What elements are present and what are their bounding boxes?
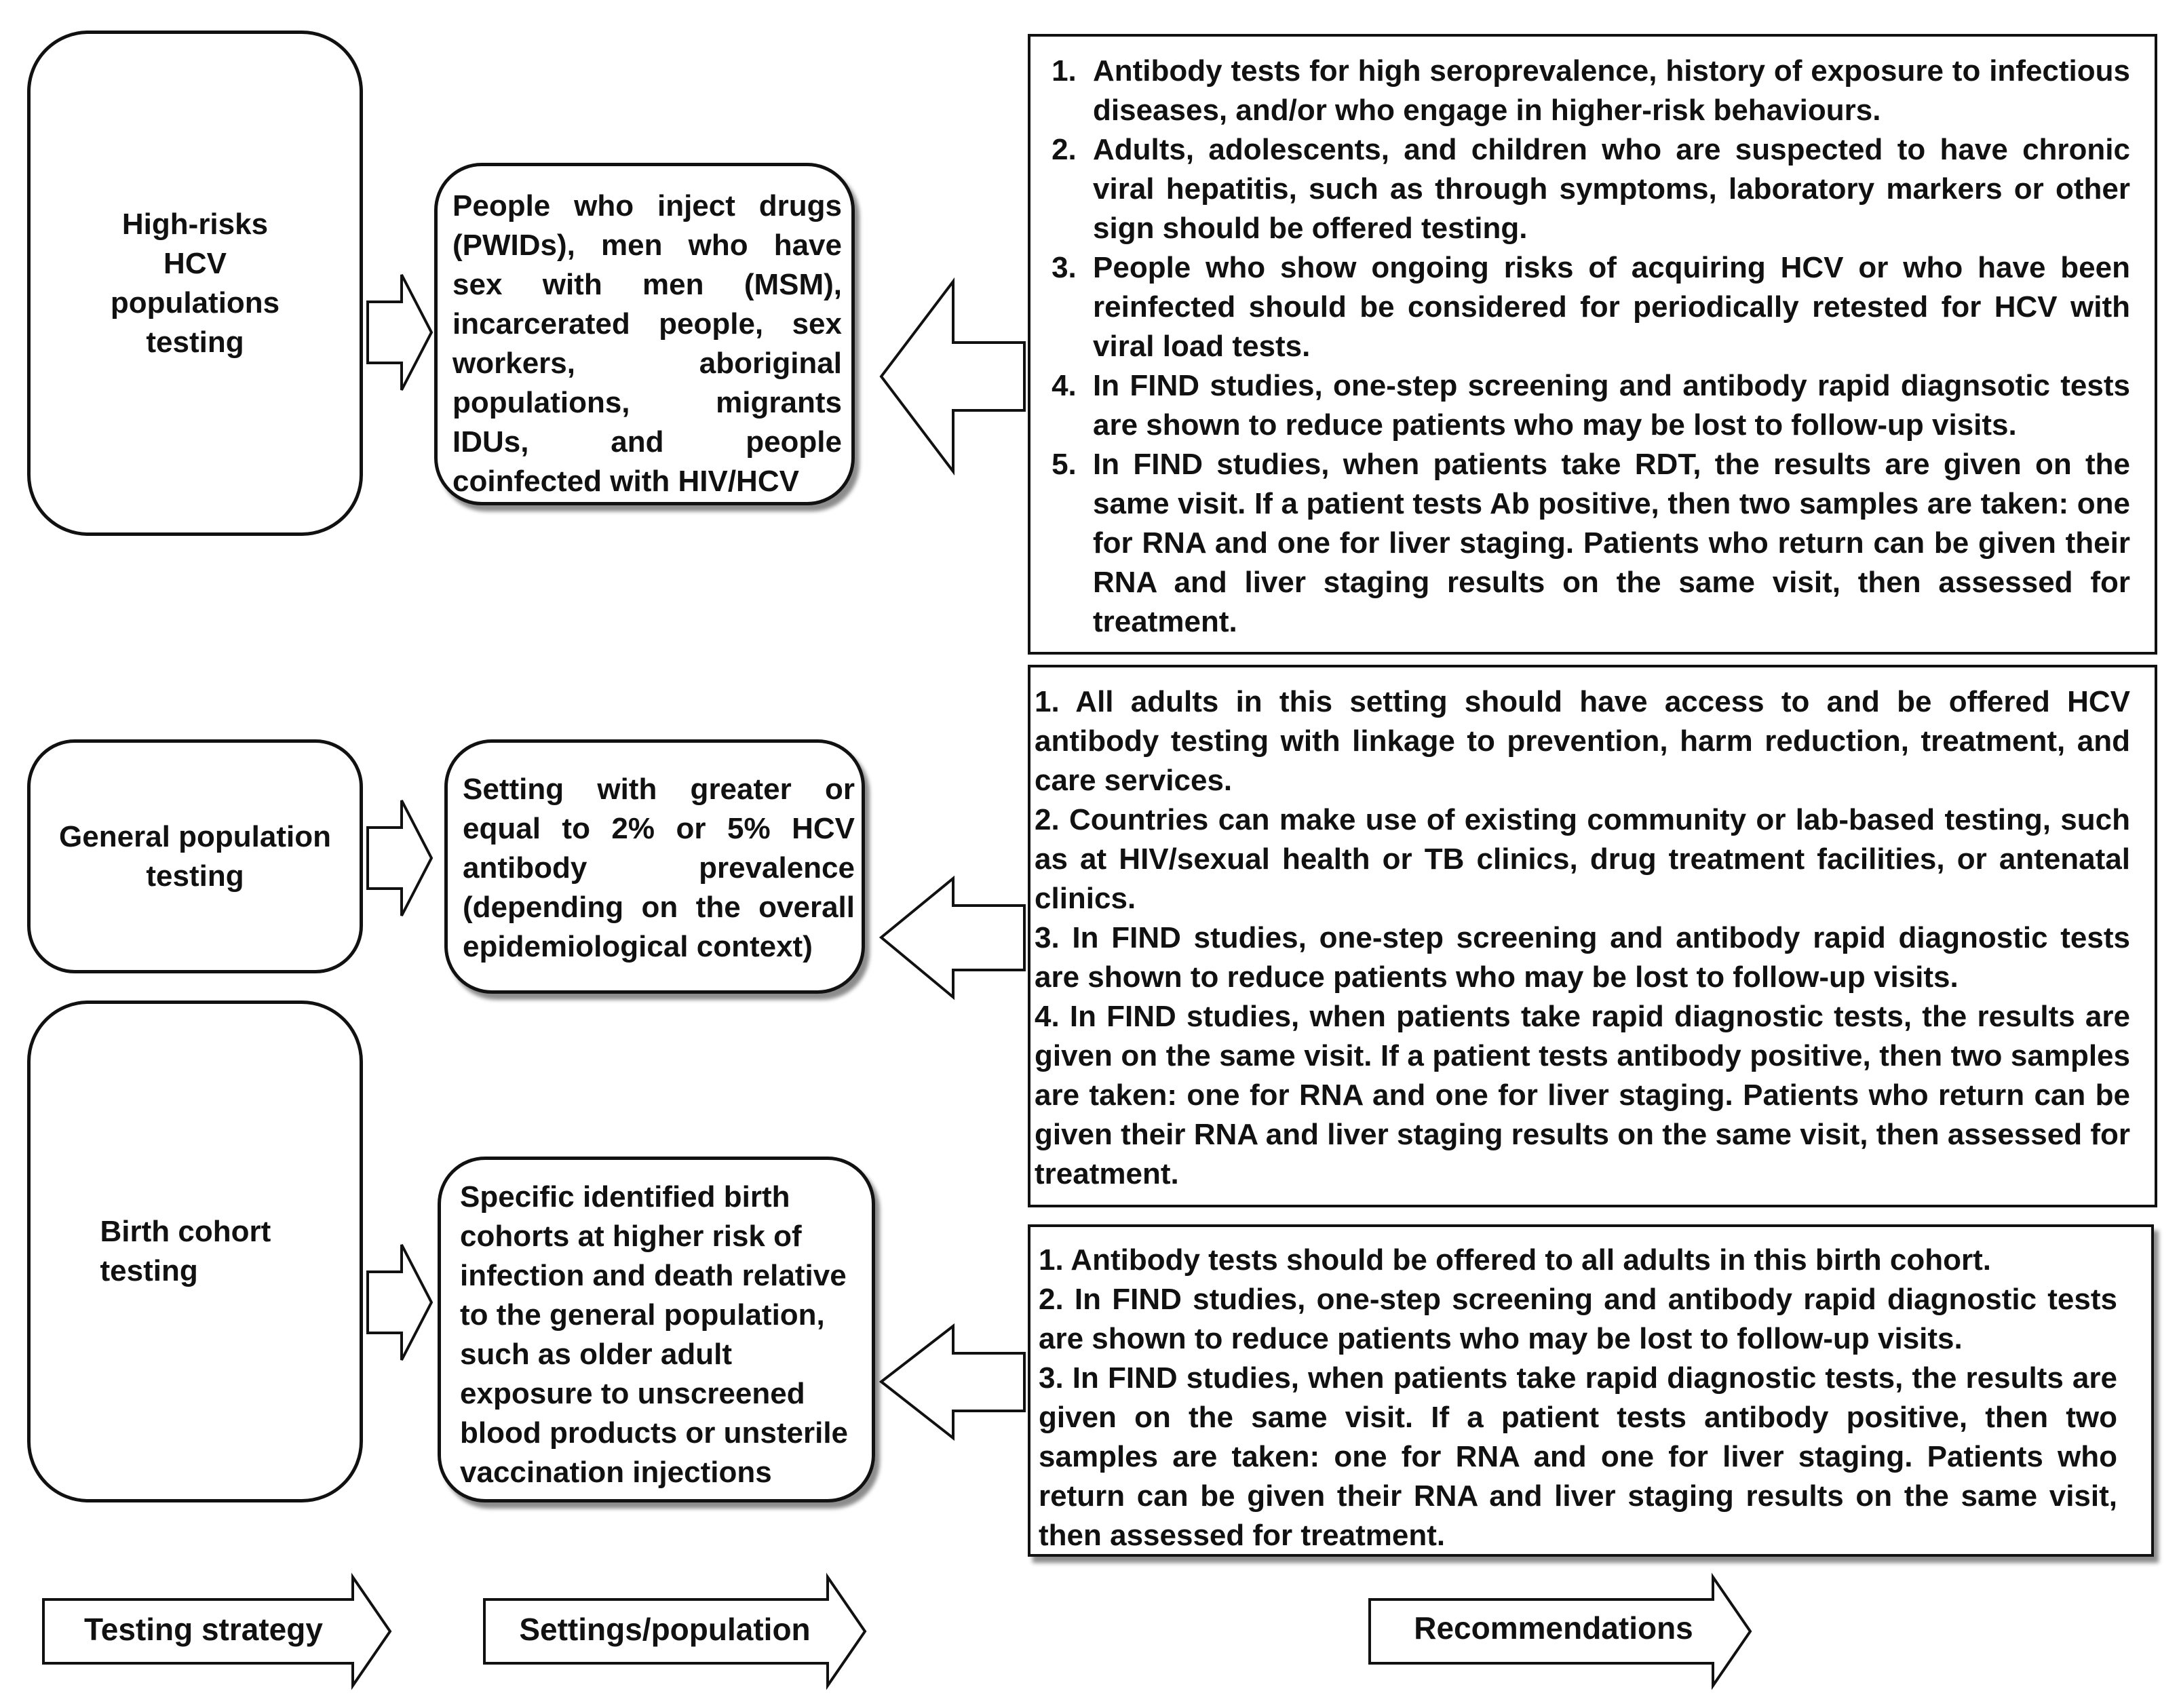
arrow-left-large-1 <box>879 278 1028 475</box>
population-general-box <box>444 739 865 994</box>
recommendation-item: 2. Countries can make use of existing community or lab-based testing, such as at HIV/sexual health or TB clinics, drug treatment facilities, or antenatal clinics. <box>1035 803 2130 915</box>
arrow-left-large-3 <box>879 1323 1028 1441</box>
recommendation-item: 5. In FIND studies, when patients take RDT, the results are given on the same visit. If a patient tests Ab positive, then two samples are taken: one for RNA and one for liver staging. Patients who return can be given their RNA and liver staging results on the same visit, then assessed for treatment. <box>1085 445 2130 642</box>
recommendation-item: 1. Antibody tests for high seroprevalence, history of exposure to infectious diseases, and/or who engage in higher-risk behaviours. <box>1085 52 2130 130</box>
arrow-right-small-3 <box>366 1241 434 1363</box>
recommendations-birth-cohort-box <box>1028 1224 2154 1557</box>
recommendation-item: 4. In FIND studies, when patients take rapid diagnostic tests, the results are given on the same visit. If a patient tests antibody positive, then two samples are taken: one for RNA and one for liver staging. Patients who return can be given their RNA and liver staging results on the same visit, then assessed for treatment. <box>1035 1000 2130 1190</box>
recommendation-item: 2. In FIND studies, one-step screening and antibody rapid diagnostic tests are shown to reduce patients who may be lost to follow-up visits. <box>1039 1283 2117 1355</box>
footer-recommendations-label: Recommendations <box>1414 1610 1693 1646</box>
recommendation-item: 2. Adults, adolescents, and children who are suspected to have chronic viral hepatitis, such as through symptoms, laboratory markers or other sign should be offered testing. <box>1085 130 2130 248</box>
population-birth-cohort-text: Specific identified birth cohorts at higher risk of infection and death relative to the general population, such as older adult exposure to unscreened blood products or unsterile vaccination injections <box>460 1180 849 1489</box>
population-general-text: Setting with greater or equal to 2% or 5% HCV antibody prevalence (depending on the overall epidemiological context) <box>463 773 855 963</box>
recommendation-item: 3. In FIND studies, one-step screening and antibody rapid diagnostic tests are shown to reduce patients who may be lost to follow-up visits. <box>1035 921 2130 994</box>
population-birth-cohort-box <box>438 1157 875 1502</box>
footer-strategy-label: Testing strategy <box>84 1612 323 1647</box>
strategy-birth-cohort-label: Birth cohort testing <box>100 1215 271 1287</box>
recommendations-high-risk-box <box>1028 34 2157 655</box>
population-high-risk-text: People who inject drugs (PWIDs), men who have sex with men (MSM), incarcerated people, sex workers, aboriginal populations, migrants IDUs, and people coinfected with HIV/HCV <box>452 189 842 498</box>
strategy-high-risk-box <box>27 31 363 536</box>
recommendations-general-box <box>1028 665 2157 1207</box>
recommendation-item: 3. In FIND studies, when patients take rapid diagnostic tests, the results are given on the same visit. If a patient tests antibody positive, then two samples are taken: one for RNA and one for liver staging. Patients who return can be given their RNA and liver staging results on the same visit, then assessed for treatment. <box>1039 1361 2117 1552</box>
population-high-risk-box <box>434 163 855 505</box>
recommendation-item: 1. Antibody tests should be offered to all adults in this birth cohort. <box>1039 1243 1991 1277</box>
arrow-left-large-2 <box>879 875 1028 1001</box>
strategy-high-risk-label: High-risks HCV populations testing <box>110 207 280 359</box>
strategy-birth-cohort-box <box>27 1001 363 1502</box>
strategy-general-label: General population testing <box>59 819 331 893</box>
arrow-right-small-2 <box>366 797 434 919</box>
arrow-right-small-1 <box>366 271 434 393</box>
strategy-general-box <box>27 739 363 973</box>
footer-settings-label: Settings/population <box>519 1612 811 1647</box>
recommendation-item: 1. All adults in this setting should have access to and be offered HCV antibody testing with linkage to prevention, harm reduction, treatment, and care services. <box>1035 685 2130 797</box>
recommendation-item: 3. People who show ongoing risks of acquiring HCV or who have been reinfected should be considered for periodically retested for HCV with viral load tests. <box>1085 248 2130 366</box>
recommendations-high-risk-list <box>1030 52 2130 642</box>
recommendation-item: 4. In FIND studies, one-step screening and antibody rapid diagnsotic tests are shown to reduce patients who may be lost to follow-up visits. <box>1085 366 2130 445</box>
